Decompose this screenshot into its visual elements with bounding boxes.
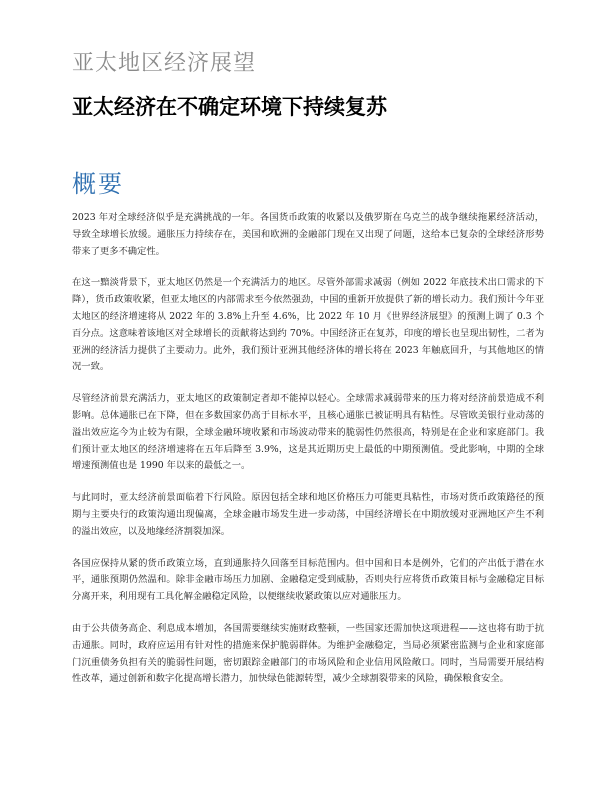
paragraph-5: 各国应保持从紧的货币政策立场，直到通胀持久回落至目标范围内。但中国和日本是例外，它们的产出低于潜在水平，通胀预期仍然温和。除非金融市场压力加剧、金融稳定受到威胁，否则央行应将货币政策目标与金融稳定目标分离开来，利用现有工具化解金融稳定风险，以便继续收紧政策以应对通胀压力。 [72, 557, 544, 603]
main-heading: 亚太经济在不确定环境下持续复苏 [72, 94, 387, 119]
report-title: 亚太地区经济展望 [72, 51, 257, 76]
paragraph-6: 由于公共债务高企、利息成本增加，各国需要继续实施财政整顿，一些国家还需加快这项进程——这也将有助于抗击通胀。同时，政府应运用有针对性的措施来保护脆弱群体。为维护金融稳定，当局必须紧密监测与企业和家庭部门沉重债务负担有关的脆弱性问题，密切跟踪金融部门的市场风险和企业信用风险敞口。同时，当局需要开展结构性改革，通过创新和数字化提高增长潜力，加快绿色能源转型，减少全球割裂带来的风险，确保粮食安全。 [72, 622, 544, 685]
body-text [72, 210, 544, 703]
paragraph-1: 2023 年对全球经济似乎是充满挑战的一年。各国货币政策的收紧以及俄罗斯在乌克兰的战争继续拖累经济活动，导致全球增长放缓。通胀压力持续存在，美国和欧洲的金融部门现在又出现了问题，这给本已复杂的全球经济形势带来了更多不确定性。 [72, 212, 544, 257]
paragraph-3: 尽管经济前景充满活力，亚太地区的政策制定者却不能掉以轻心。全球需求减弱带来的压力将对经济前景造成不利影响。总体通胀已在下降，但在多数国家仍高于目标水平，且核心通胀已被证明具有粘性。尽管欧美银行业动荡的溢出效应迄今为止较为有限，全球金融环境收紧和市场波动带来的脆弱性仍然很高，特别是在企业和家庭部门。我们预计亚太地区的经济增速将在五年后降至 3.9%，这是其近期历史上最低的中期预测值。受此影响，中期的全球增速预测值也是 1990 年以来的最低之一。 [72, 393, 544, 472]
paragraph-4: 与此同时，亚太经济前景面临着下行风险。原因包括全球和地区价格压力可能更具粘性，市场对货币政策路径的预期与主要央行的政策沟通出现偏离，全球金融市场发生进一步动荡，中国经济增长在中期放缓对亚洲地区产生不利的溢出效应，以及地缘经济割裂加深。 [72, 492, 544, 537]
paragraph-2: 在这一黯淡背景下，亚太地区仍然是一个充满活力的地区。尽管外部需求减弱（例如 2022 年底技术出口需求的下降），货币政策收紧，但亚太地区的内部需求至今依然强劲，中国的重新开放提供了新的增长动力。我们预计今年亚太地区的经济增速将从 2022 年的 3.8%上升至 4.6%，比 2022 年 10 月《世界经济展望》的预测上调了 0.3 个百分点。这意味着该地区对全球增长的贡献将达到约 70%。中国经济正在复苏，印度的增长也呈现出韧性，二者为亚洲的经济活力提供了主要动力。此外，我们预计亚洲其他经济体的增长将在 2023 年触底回升，与其他地区的情况一致。 [72, 277, 544, 373]
section-heading-overview: 概要 [72, 170, 124, 198]
